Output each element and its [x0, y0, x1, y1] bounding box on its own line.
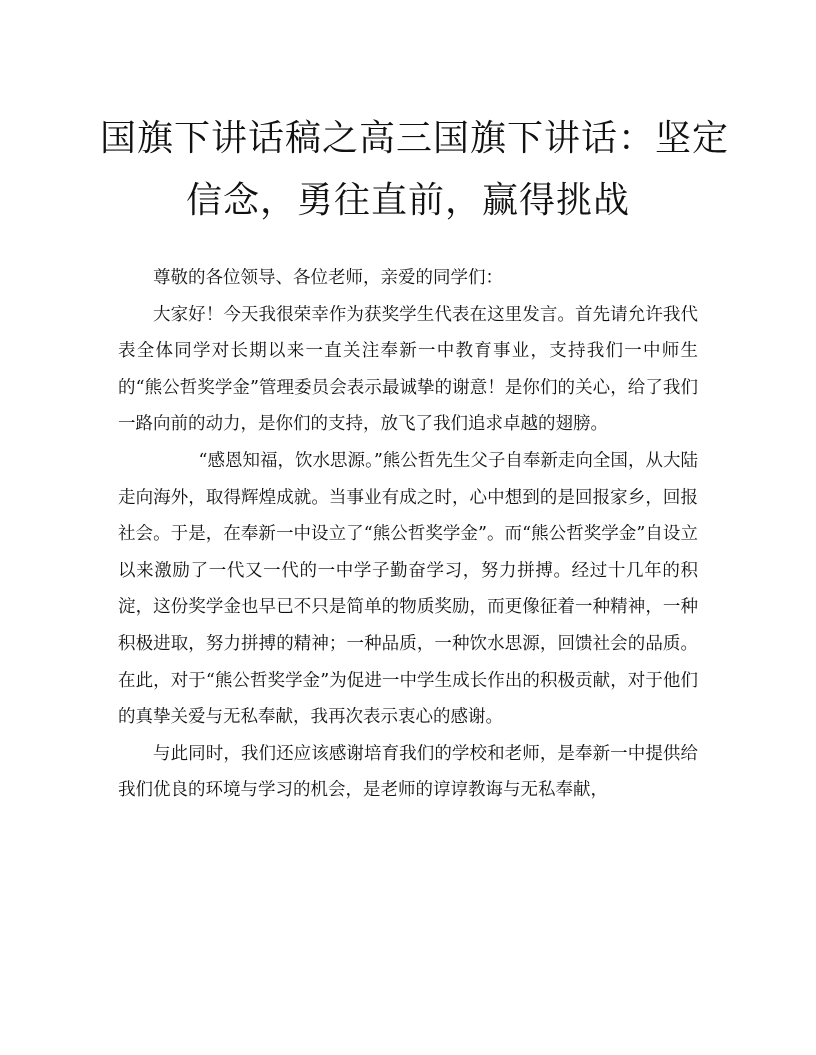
document-body	[118, 260, 698, 809]
paragraph-gratitude: “感恩知福，饮水思源。”熊公哲先生父子自奉新走向全国，从大陆走向海外，取得辉煌成就。当事业有成之时，心中想到的是回报家乡，回报社会。于是，在奉新一中设立了“熊公哲奖学金”。而“熊公哲奖学金”自设立以来激励了一代又一代的一中学子勤奋学习，努力拼搏。经过十几年的积淀，这份奖学金也早已不只是简单的物质奖励，而更像征着一种精神，一种积极进取，努力拼搏的精神；一种品质，一种饮水思源，回馈社会的品质。在此，对于“熊公哲奖学金”为促进一中学生成长作出的积极贡献，对于他们的真挚关爱与无私奉献，我再次表示衷心的感谢。	[118, 450, 698, 728]
paragraph-greeting: 大家好！今天我很荣幸作为获奖学生代表在这里发言。首先请允许我代表全体同学对长期以来一直关注奉新一中教育事业，支持我们一中师生的“熊公哲奖学金”管理委员会表示最诚挚的谢意！是你们的关心，给了我们一路向前的动力，是你们的支持，放飞了我们追求卓越的翅膀。	[118, 304, 698, 435]
salutation: 尊敬的各位领导、各位老师，亲爱的同学们：	[153, 268, 503, 288]
title-line-1: 国旗下讲话稿之高三国旗下讲话：坚定	[100, 118, 730, 159]
document-title	[100, 108, 730, 232]
paragraph-school-thanks: 与此同时，我们还应该感谢培育我们的学校和老师，是奉新一中提供给我们优良的环境与学习的机会，是老师的谆谆教诲与无私奉献，	[118, 743, 698, 801]
title-line-2: 信念，勇往直前，赢得挑战	[185, 180, 630, 221]
